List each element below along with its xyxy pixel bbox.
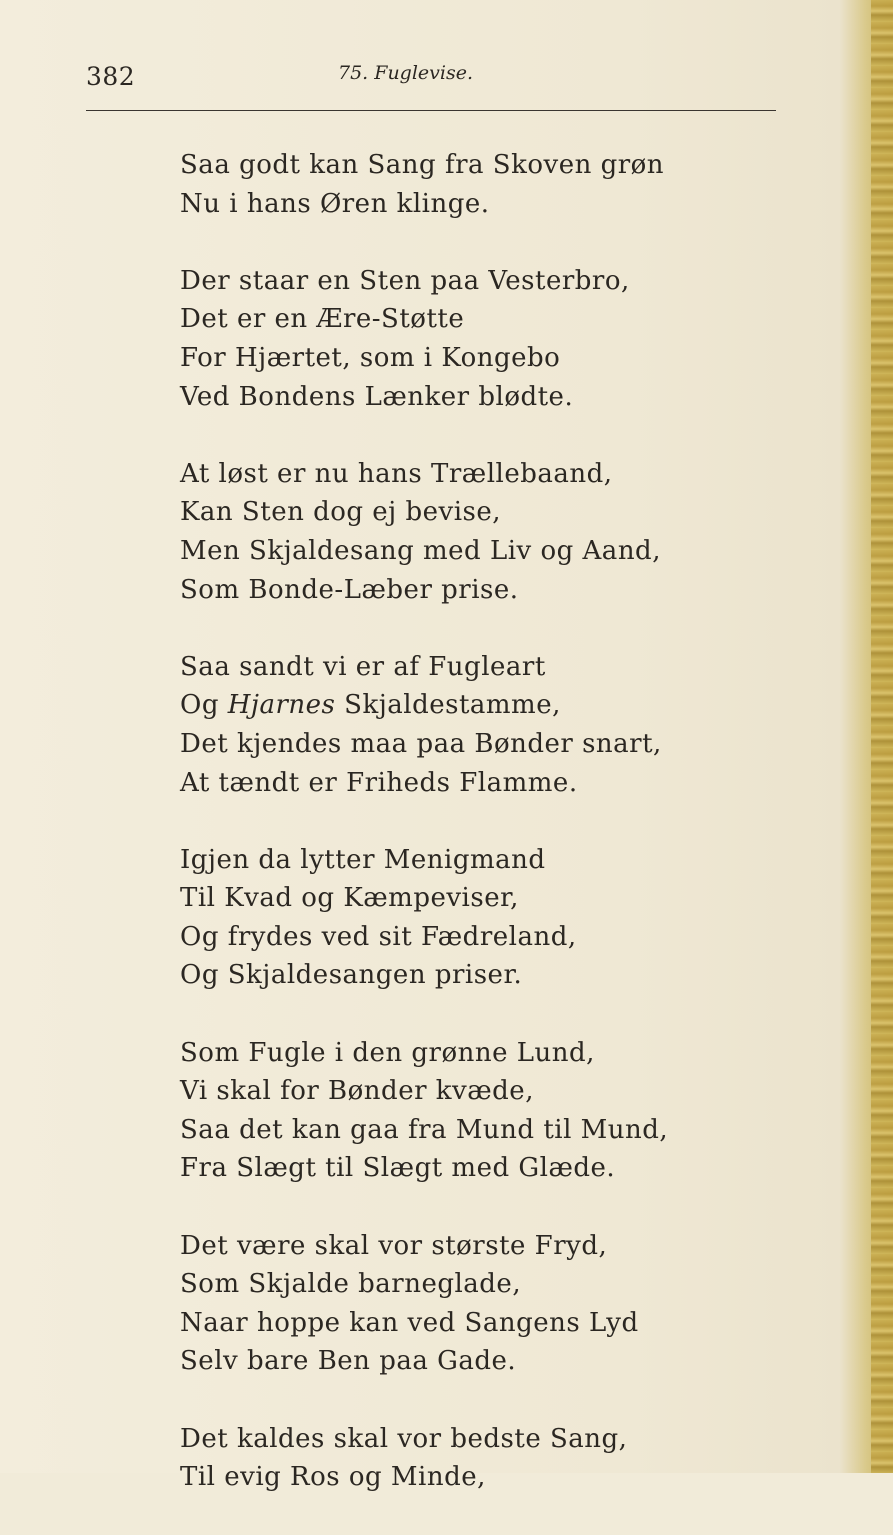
- verse-line: Der staar en Sten paa Vesterbro,: [180, 265, 630, 296]
- italic-name: Hjarnes: [227, 690, 336, 721]
- stanza: [180, 1227, 740, 1381]
- verse-line: Men Skjaldesang med Liv og Aand,: [180, 535, 661, 566]
- verse-line: Som Fugle i den grønne Lund,: [180, 1037, 595, 1068]
- poem-body: [180, 146, 740, 1535]
- verse-line: Igjen da lytter Menigmand: [180, 844, 546, 875]
- verse-line: Som Bonde-Læber prise.: [180, 574, 519, 605]
- verse-line: Ved Bondens Lænker blødte.: [180, 381, 574, 412]
- verse-line: At løst er nu hans Trællebaand,: [180, 458, 613, 489]
- stanza: [180, 455, 740, 609]
- verse-line: Og Skjaldesangen priser.: [180, 960, 523, 991]
- verse-line: Selv bare Ben paa Gade.: [180, 1346, 517, 1377]
- verse-line-part: Skjaldestamme,: [335, 690, 561, 721]
- verse-line: Saa sandt vi er af Fugleart: [180, 651, 546, 682]
- verse-line: Saa det kan gaa fra Mund til Mund,: [180, 1114, 669, 1145]
- stanza: [180, 841, 740, 995]
- verse-line: Det kjendes maa paa Bønder snart,: [180, 728, 662, 759]
- verse-line: For Hjærtet, som i Kongebo: [180, 342, 561, 373]
- verse-line: Det kaldes skal vor bedste Sang,: [180, 1423, 628, 1454]
- header-rule: [86, 110, 776, 111]
- verse-line: Naar hoppe kan ved Sangens Lyd: [180, 1307, 639, 1338]
- page-header: [86, 62, 776, 102]
- stanza: [180, 1034, 740, 1188]
- verse-line: Til Kvad og Kæmpeviser,: [180, 883, 519, 914]
- verse-line: Som Skjalde barneglade,: [180, 1269, 522, 1300]
- verse-line: Fra Slægt til Slægt med Glæde.: [180, 1153, 616, 1184]
- stanza: [180, 1420, 740, 1497]
- stanza: [180, 146, 740, 223]
- verse-line: Det er en Ære-Støtte: [180, 304, 465, 335]
- verse-line-part: Og: [180, 690, 228, 721]
- verse-line: At tændt er Friheds Flamme.: [180, 767, 578, 798]
- page-number: 382: [86, 62, 136, 91]
- verse-line: Nu i hans Øren klinge.: [180, 188, 490, 219]
- verse-line: Til evig Ros og Minde,: [180, 1462, 486, 1493]
- verse-line: Og frydes ved sit Fædreland,: [180, 921, 577, 952]
- verse-line: Vi skal for Bønder kvæde,: [180, 1076, 534, 1107]
- stanza: [180, 648, 740, 802]
- verse-line: Det være skal vor største Fryd,: [180, 1230, 608, 1261]
- page-edge: [871, 0, 893, 1473]
- running-title: 75. Fuglevise.: [338, 62, 474, 84]
- verse-line: Saa godt kan Sang fra Skoven grøn: [180, 150, 665, 180]
- verse-line: Kan Sten dog ej bevise,: [180, 497, 502, 528]
- stanza: [180, 262, 740, 416]
- verse-line: [180, 686, 740, 725]
